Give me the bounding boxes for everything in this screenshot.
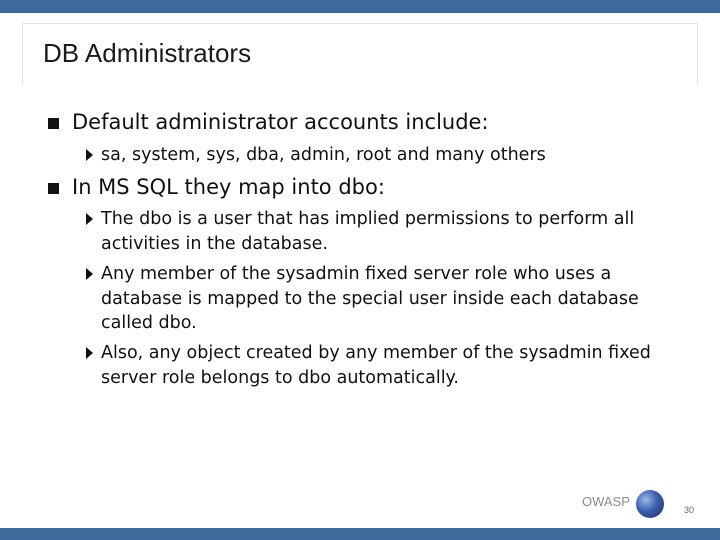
bullet-text: Default administrator accounts include: [72,110,489,134]
square-bullet-icon [48,183,59,194]
sub-bullet-text: The dbo is a user that has implied permissions to perform all activities in the database. [101,209,635,254]
sub-bullet-text: Also, any object created by any member of the sysadmin fixed server role belongs to dbo automatically. [101,343,651,388]
slide-title: DB Administrators [43,38,252,68]
square-bullet-icon [48,118,59,129]
top-accent-bar [0,0,720,13]
sub-bullet-text: sa, system, sys, dba, admin, root and many others [101,145,546,165]
sub-bullet-text: Any member of the sysadmin fixed server role who uses a database is mapped to the special user inside each database called dbo. [101,264,639,333]
arrow-bullet-icon [86,347,93,359]
owasp-logo-text: OWASP [582,494,630,509]
owasp-globe-icon [636,490,664,518]
arrow-bullet-icon [86,149,93,161]
bullet-text: In MS SQL they map into dbo: [72,175,385,199]
arrow-bullet-icon [86,268,93,280]
bottom-accent-bar [0,528,720,540]
arrow-bullet-icon [86,213,93,225]
page-number: 30 [684,505,695,515]
